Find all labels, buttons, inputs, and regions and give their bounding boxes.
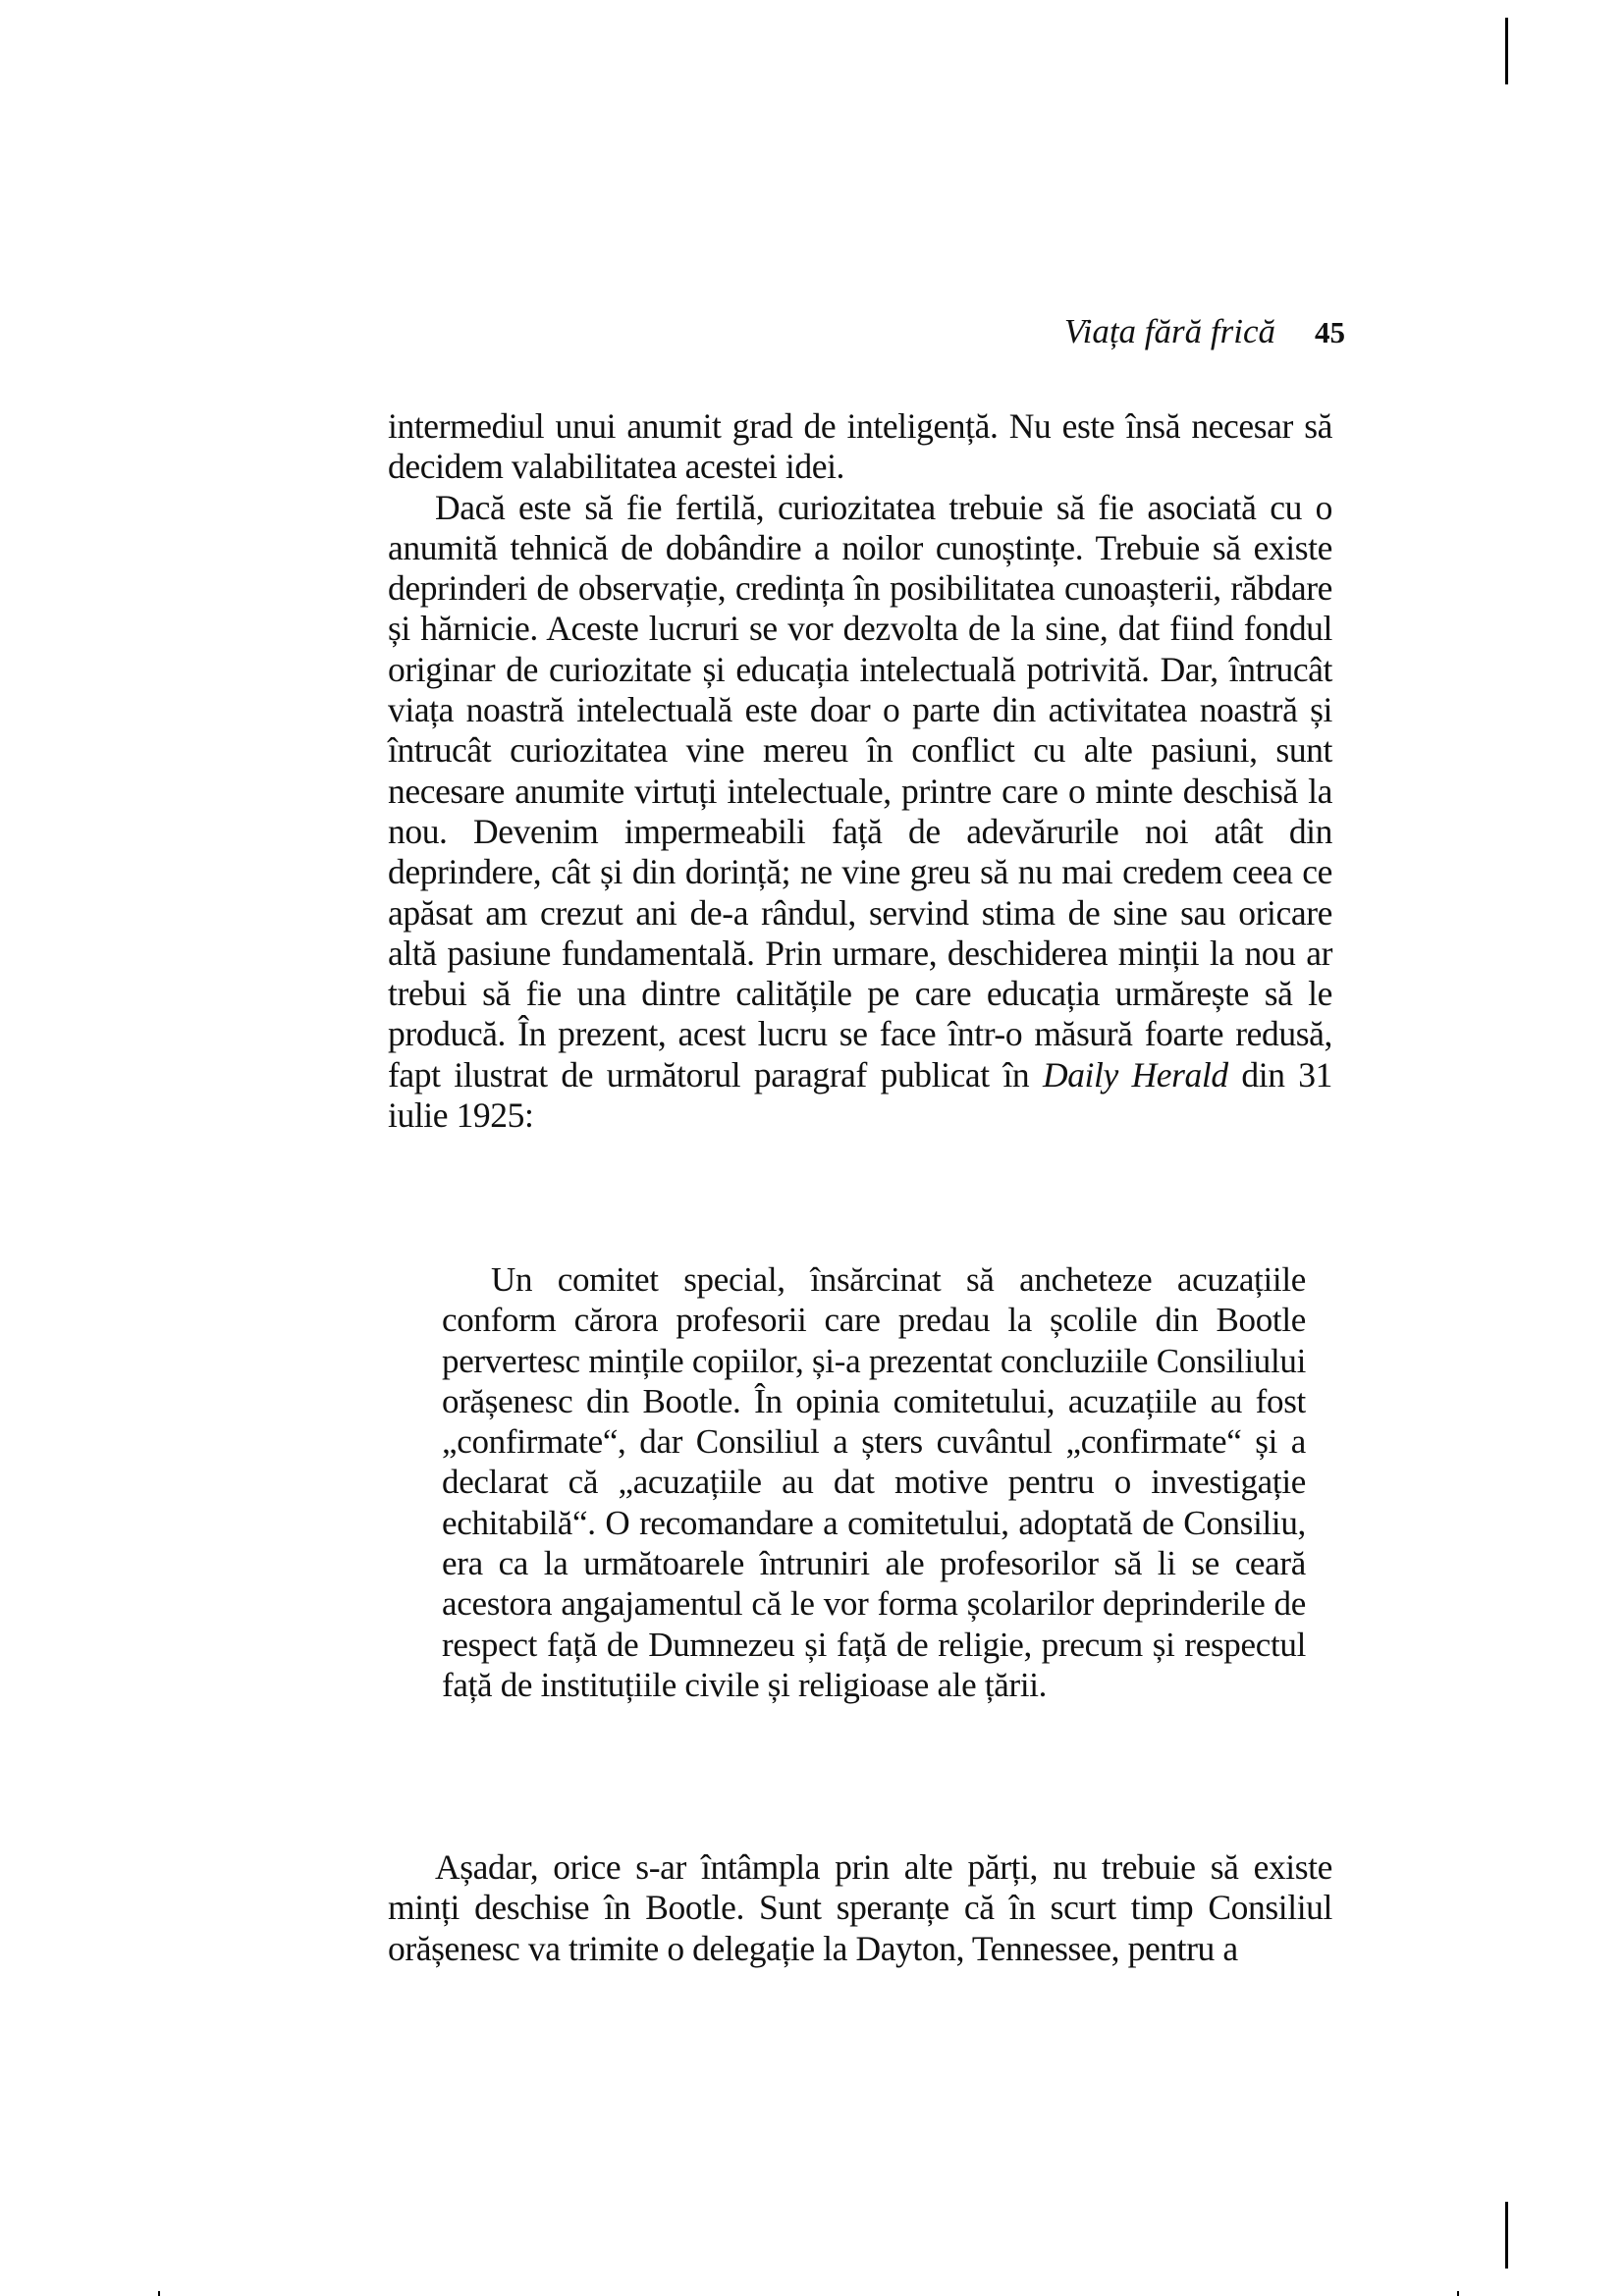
page-number: 45 xyxy=(1315,315,1345,349)
crop-mark-bottom-left xyxy=(158,2291,160,2296)
block-quote xyxy=(442,1259,1306,1705)
running-title: Viața fără frică xyxy=(1063,312,1275,350)
closing-paragraph xyxy=(388,1847,1332,1969)
paragraph-text: Dacă este să fie fertilă, curiozitatea trebuie să fie asociată cu o anumită tehnică de dobândire a noilor cunoștințe. Trebuie să existe deprinderi de observație, credința în posibilitatea cunoașterii, răbdare și hărnicie. Aceste lucruri se vor dezvolta de la sine, dat fiind fondul originar de curiozitate și educația intelectuală potrivită. Dar, întrucât viața noastră intelectuală este doar o parte din activitatea noastră și întrucât curiozitatea vine mereu în conflict cu alte pasiuni, sunt necesare anumite virtuți intelectuale, printre care o minte deschisă la nou. Devenim impermeabili față de adevărurile noi atât din deprindere, cât și din dorință; ne vine greu să nu mai credem ceea ce apăsat am crezut ani de-a rândul, servind stima de sine sau oricare altă pasiune fundamentală. Prin urmare, deschiderea minții la nou ar trebui să fie una dintre calitățile pe care educația urmărește să le producă. În prezent, acest lucru se face într-o măsură foarte redusă, fapt ilustrat de următorul paragraf publicat în xyxy=(388,487,1332,1095)
crop-mark-bottom-center xyxy=(1457,2291,1459,2296)
closing-text: Așadar, orice s-ar întâmpla prin alte părți, nu trebuie să existe minți deschise în Bootle. Sunt speranțe că în scurt timp Consiliul orășenesc va trimite o delegație la Dayton, Tennessee, pentru a xyxy=(388,1847,1332,1968)
quote-text: Un comitet special, însărcinat să ancheteze acuzațiile conform cărora profesorii care predau la școlile din Bootle pervertesc mințile copiilor, și-a prezentat concluziile Consiliului orășenesc din Bootle. În opinia comitetului, acuzațiile au fost „confirmate“, dar Consiliul a șters cuvântul „confirmate“ și a declarat că „acuzațiile au dat motive pentru o investigație echitabilă“. O recomandare a comitetului, adoptată de Consiliu, era ca la următoarele întruniri ale profesorilor să li se ceară acestora angajamentul că le vor forma școlarilor deprinderile de respect față de Dumnezeu și față de religie, precum și respectul față de instituțiile civile și religioase ale țării. xyxy=(442,1260,1306,1704)
paragraph-text-end: din 31 iulie 1925: xyxy=(388,1054,1332,1136)
crop-mark-top-right xyxy=(1505,18,1508,84)
newspaper-title: Daily Herald xyxy=(1042,1054,1228,1095)
paragraph-curiosity xyxy=(388,488,1332,1137)
paragraph-continued: intermediul unui anumit grad de inteligență. Nu este însă necesar să decidem valabilitatea acestei idei. xyxy=(388,406,1332,487)
crop-mark-bottom-right xyxy=(1505,2202,1508,2269)
running-header xyxy=(982,312,1345,361)
body-text xyxy=(388,406,1332,1136)
